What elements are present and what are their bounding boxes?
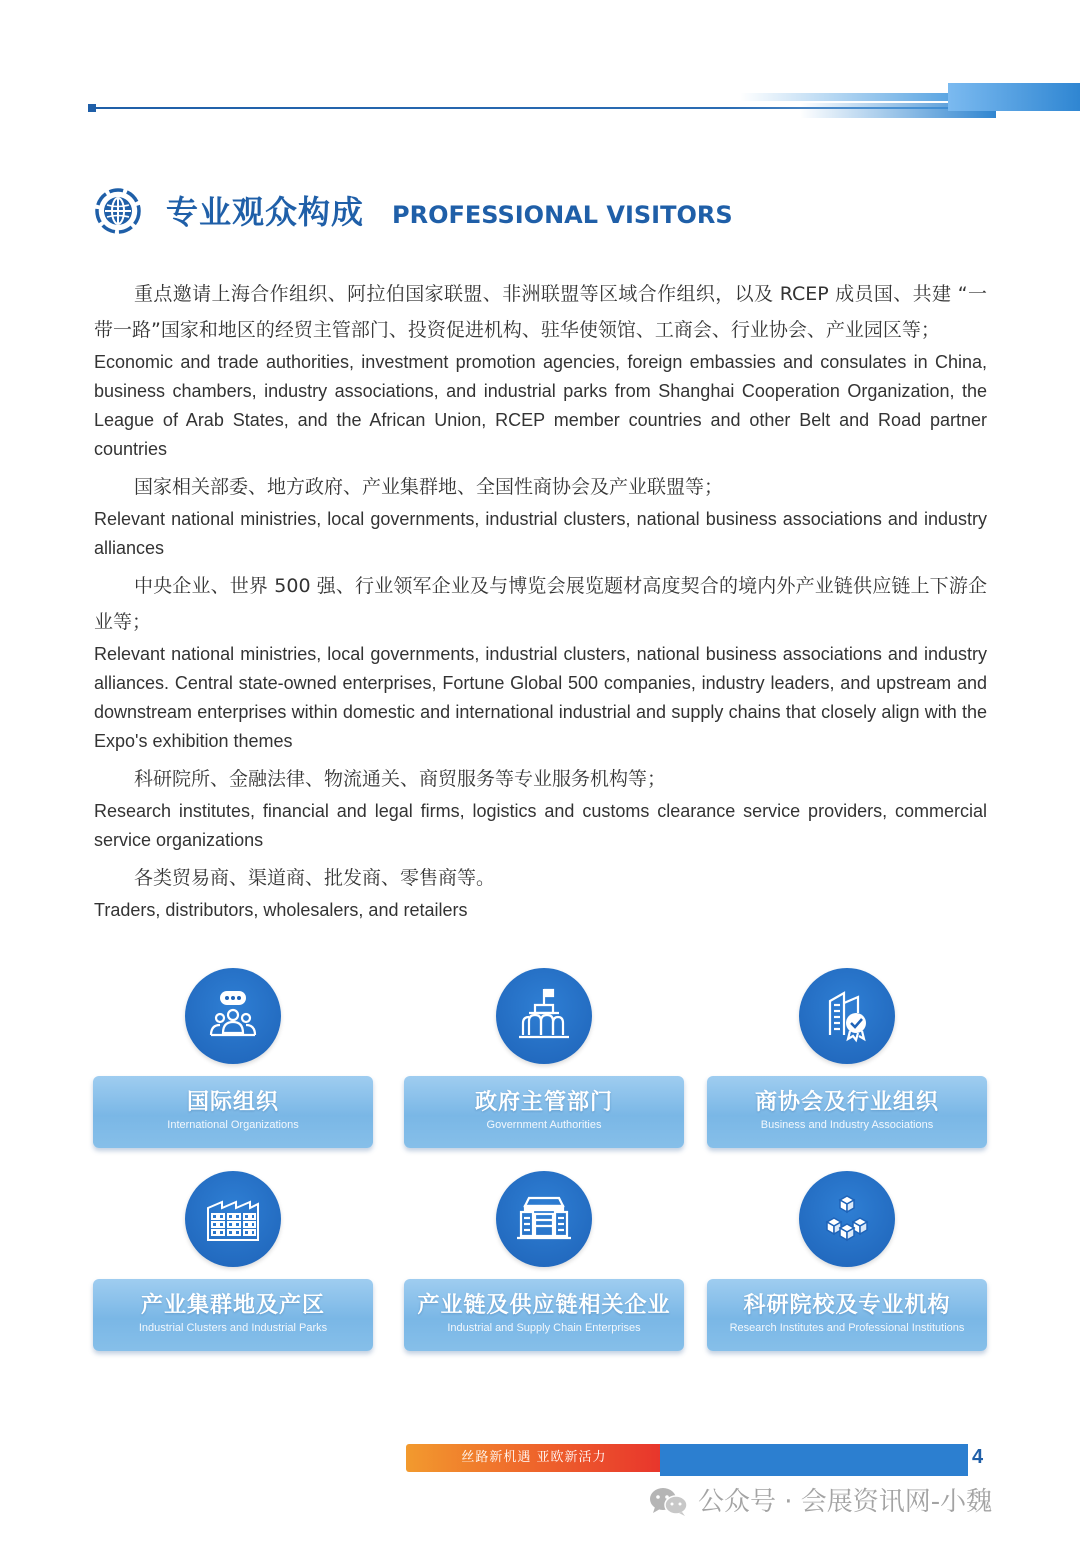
cubes-network-icon <box>814 1186 880 1252</box>
factory-icon <box>200 1186 266 1252</box>
category-icon-circle <box>799 1171 895 1267</box>
government-building-icon <box>511 983 577 1049</box>
section-title-cn: 专业观众构成 <box>166 193 365 231</box>
footer-blue-bar <box>660 1444 968 1476</box>
category-label <box>404 1076 684 1148</box>
certified-document-icon <box>814 983 880 1049</box>
category-title-cn: 科研院校及专业机构 <box>743 1293 951 1318</box>
paragraph-cn: 中央企业、世界 500 强、行业领军企业及与博览会展览题材高度契合的境内外产业链供应链上下游企业等； <box>94 575 987 633</box>
category-label <box>707 1279 987 1351</box>
category-title-en: Industrial Clusters and Industrial Parks <box>138 1322 328 1334</box>
category-title-cn: 国际组织 <box>186 1090 279 1115</box>
page-number: 4 <box>972 1446 984 1468</box>
paragraph-cn: 国家相关部委、地方政府、产业集群地、全国性商协会及产业联盟等； <box>134 476 724 498</box>
globe-icon <box>94 187 142 235</box>
section-title-en: PROFESSIONAL VISITORS <box>392 201 733 229</box>
store-building-icon <box>511 1186 577 1252</box>
category-title-cn: 商协会及行业组织 <box>754 1090 939 1115</box>
footer-slogan-bar: 丝路新机遇 亚欧新活力 <box>406 1444 662 1472</box>
people-chat-icon <box>200 983 266 1049</box>
header-dot <box>88 104 96 112</box>
category-icon-circle <box>496 1171 592 1267</box>
category-icon-circle <box>799 968 895 1064</box>
category-icon-circle <box>496 968 592 1064</box>
category-title-en: Industrial and Supply Chain Enterprises <box>447 1322 641 1334</box>
paragraph-cn: 重点邀请上海合作组织、阿拉伯国家联盟、非洲联盟等区域合作组织，以及 RCEP 成员国、共建 “一带一路”国家和地区的经贸主管部门、投资促进机构、驻华使领馆、工商会、行业协会、产业园区等； <box>94 283 987 341</box>
wechat-icon <box>648 1487 690 1517</box>
category-title-en: International Organizations <box>167 1119 299 1131</box>
category-title-cn: 产业链及供应链相关企业 <box>417 1293 671 1318</box>
category-title-cn: 政府主管部门 <box>474 1090 613 1115</box>
header-accent-bar <box>740 93 950 101</box>
header-corner-block <box>948 83 1080 111</box>
category-title-en: Research Institutes and Professional Institutions <box>729 1322 965 1334</box>
category-icon-circle <box>185 1171 281 1267</box>
paragraph-en: Relevant national ministries, local governments, industrial clusters, national business associations and industry alliances <box>94 509 987 558</box>
category-title-en: Business and Industry Associations <box>760 1119 934 1131</box>
paragraph-en: Economic and trade authorities, investment promotion agencies, foreign embassies and consulates in China, business chambers, industry associations, and industrial parks from Shanghai Cooperation Organization, the League of Arab States, and the African Union, RCEP member countries and other Belt and Road partner countries <box>94 352 987 459</box>
category-icon-circle <box>185 968 281 1064</box>
category-label <box>404 1279 684 1351</box>
paragraph-en: Traders, distributors, wholesalers, and retailers <box>94 900 468 920</box>
paragraph-cn: 各类贸易商、渠道商、批发商、零售商等。 <box>134 867 496 889</box>
category-label <box>707 1076 987 1148</box>
paragraph-en: Relevant national ministries, local governments, industrial clusters, national business associations and industry alliances. Central state-owned enterprises, Fortune Global 500 companies, industry leaders, and upstream and downstream enterprises within domestic and international industrial and supply chains that closely align with the Expo's exhibition themes <box>94 644 987 751</box>
visitor-description <box>94 276 987 930</box>
paragraph-cn: 科研院所、金融法律、物流通关、商贸服务等专业服务机构等； <box>134 768 667 790</box>
category-title-cn: 产业集群地及产区 <box>140 1293 325 1318</box>
paragraph-en: Research institutes, financial and legal firms, logistics and customs clearance service providers, commercial service organizations <box>94 801 987 850</box>
category-label <box>93 1076 373 1148</box>
watermark <box>648 1486 992 1518</box>
category-label <box>93 1279 373 1351</box>
category-title-en: Government Authorities <box>486 1119 602 1131</box>
watermark-text: 公众号 · 会展资讯网-小魏 <box>698 1487 993 1517</box>
